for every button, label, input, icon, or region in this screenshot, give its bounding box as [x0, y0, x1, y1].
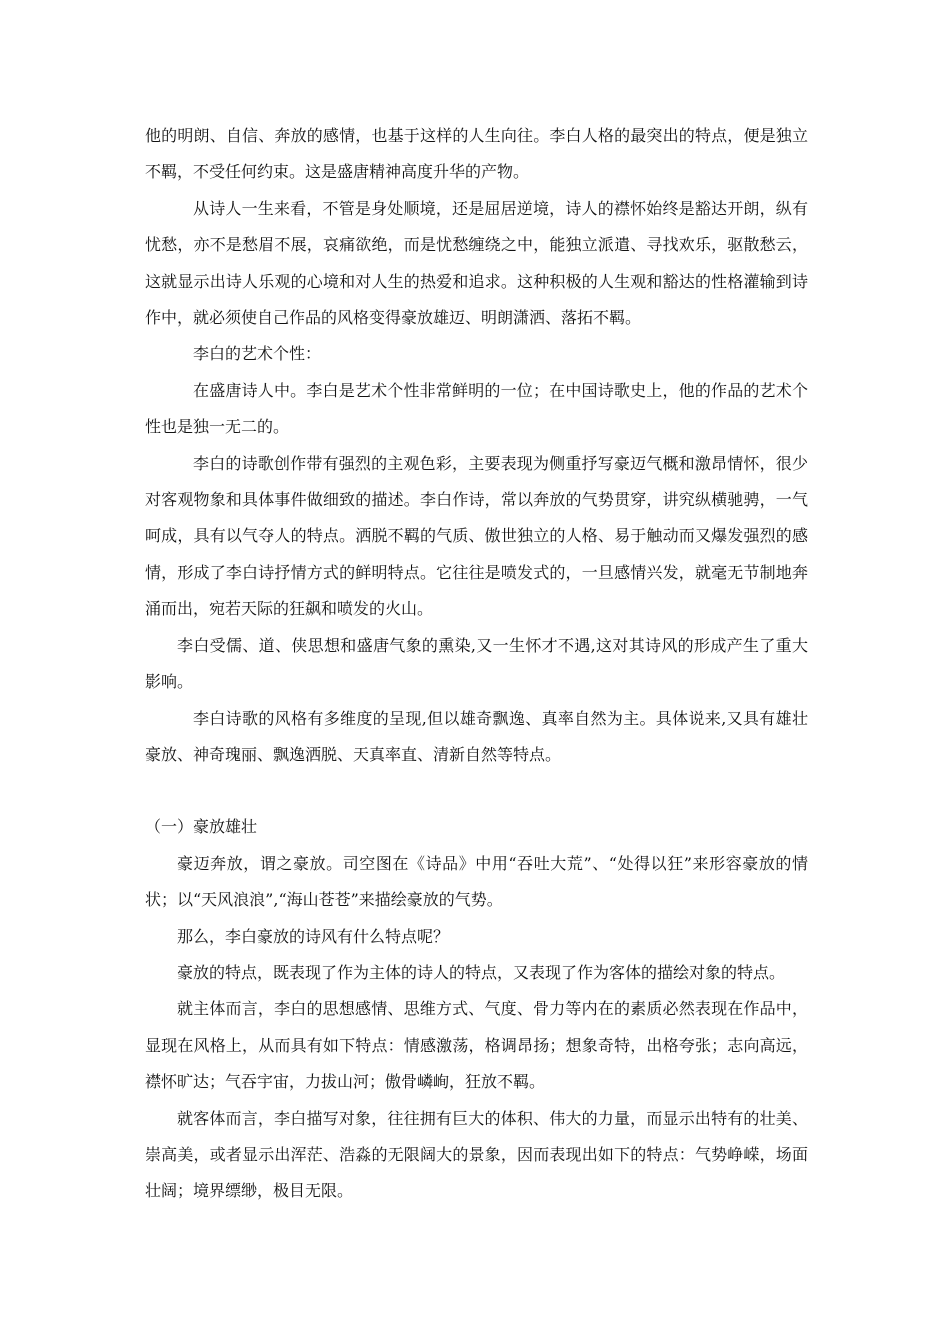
- paragraph-7: 李白诗歌的风格有多维度的呈现,但以雄奇飘逸、真率自然为主。具体说来,又具有雄壮豪放、神奇瑰丽、飘逸洒脱、天真率直、清新自然等特点。: [145, 708, 808, 764]
- document-page: [145, 118, 808, 1210]
- paragraph-5: 李白的诗歌创作带有强烈的主观色彩，主要表现为侧重抒写豪迈气概和激昂情怀，很少对客观物象和具体事件做细致的描述。李白作诗，常以奔放的气势贯穿，讲究纵横驰骋，一气呵成，具有以气夺人的特点。洒脱不羁的气质、傲世独立的人格、易于触动而又爆发强烈的感情，形成了李白诗抒情方式的鲜明特点。它往往是喷发式的，一旦感情兴发，就毫无节制地奔涌而出，宛若天际的狂飙和喷发的火山。: [145, 453, 808, 619]
- paragraph-3: 李白的艺术个性：: [193, 344, 322, 364]
- paragraph-11: 豪放的特点，既表现了作为主体的诗人的特点，又表现了作为客体的描绘对象的特点。: [177, 962, 786, 982]
- paragraph-1: 他的明朗、自信、奔放的感情，也基于这样的人生向往。李白人格的最突出的特点，便是独立不羁，不受任何约束。这是盛唐精神高度升华的产物。: [145, 126, 808, 182]
- paragraph-9: 豪迈奔放，谓之豪放。司空图在《诗品》中用“吞吐大荒”、“处得以狂”来形容豪放的情状；以“天风浪浪”,“海山苍苍”来描绘豪放的气势。: [145, 853, 808, 910]
- paragraph-13: 就客体而言，李白描写对象，往往拥有巨大的体积、伟大的力量，而显示出特有的壮美、崇高美，或者显示出浑茫、浩淼的无限阔大的景象，因而表现出如下的特点：气势峥嵘，场面壮阔；境界缥缈，极目无限。: [145, 1108, 808, 1201]
- paragraph-10: 那么，李白豪放的诗风有什么特点呢？: [177, 926, 450, 946]
- paragraph-12: 就主体而言，李白的思想感情、思维方式、气度、骨力等内在的素质必然表现在作品中，显现在风格上，从而具有如下特点：情感激荡，格调昂扬；想象奇特，出格夸张；志向高远，襟怀旷达；气吞宇宙，力拔山河；傲骨嶙峋，狂放不羁。: [145, 999, 808, 1092]
- section-spacer: [145, 773, 808, 809]
- paragraph-4: 在盛唐诗人中。李白是艺术个性非常鲜明的一位；在中国诗歌史上，他的作品的艺术个性也是独一无二的。: [145, 380, 808, 437]
- paragraph-2: 从诗人一生来看，不管是身处顺境，还是屈居逆境，诗人的襟怀始终是豁达开朗，纵有忧愁，亦不是愁眉不展，哀痛欲绝，而是忧愁缠绕之中，能独立派遣、寻找欢乐，驱散愁云，这就显示出诗人乐观的心境和对人生的热爱和追求。这种积极的人生观和豁达的性格灌输到诗作中，就必须使自己作品的风格变得豪放雄迈、明朗潇洒、落拓不羁。: [145, 198, 808, 328]
- paragraph-6: 李白受儒、道、侠思想和盛唐气象的熏染,又一生怀才不遇,这对其诗风的形成产生了重大影响。: [145, 635, 808, 692]
- section-heading: （一）豪放雄壮: [145, 817, 258, 837]
